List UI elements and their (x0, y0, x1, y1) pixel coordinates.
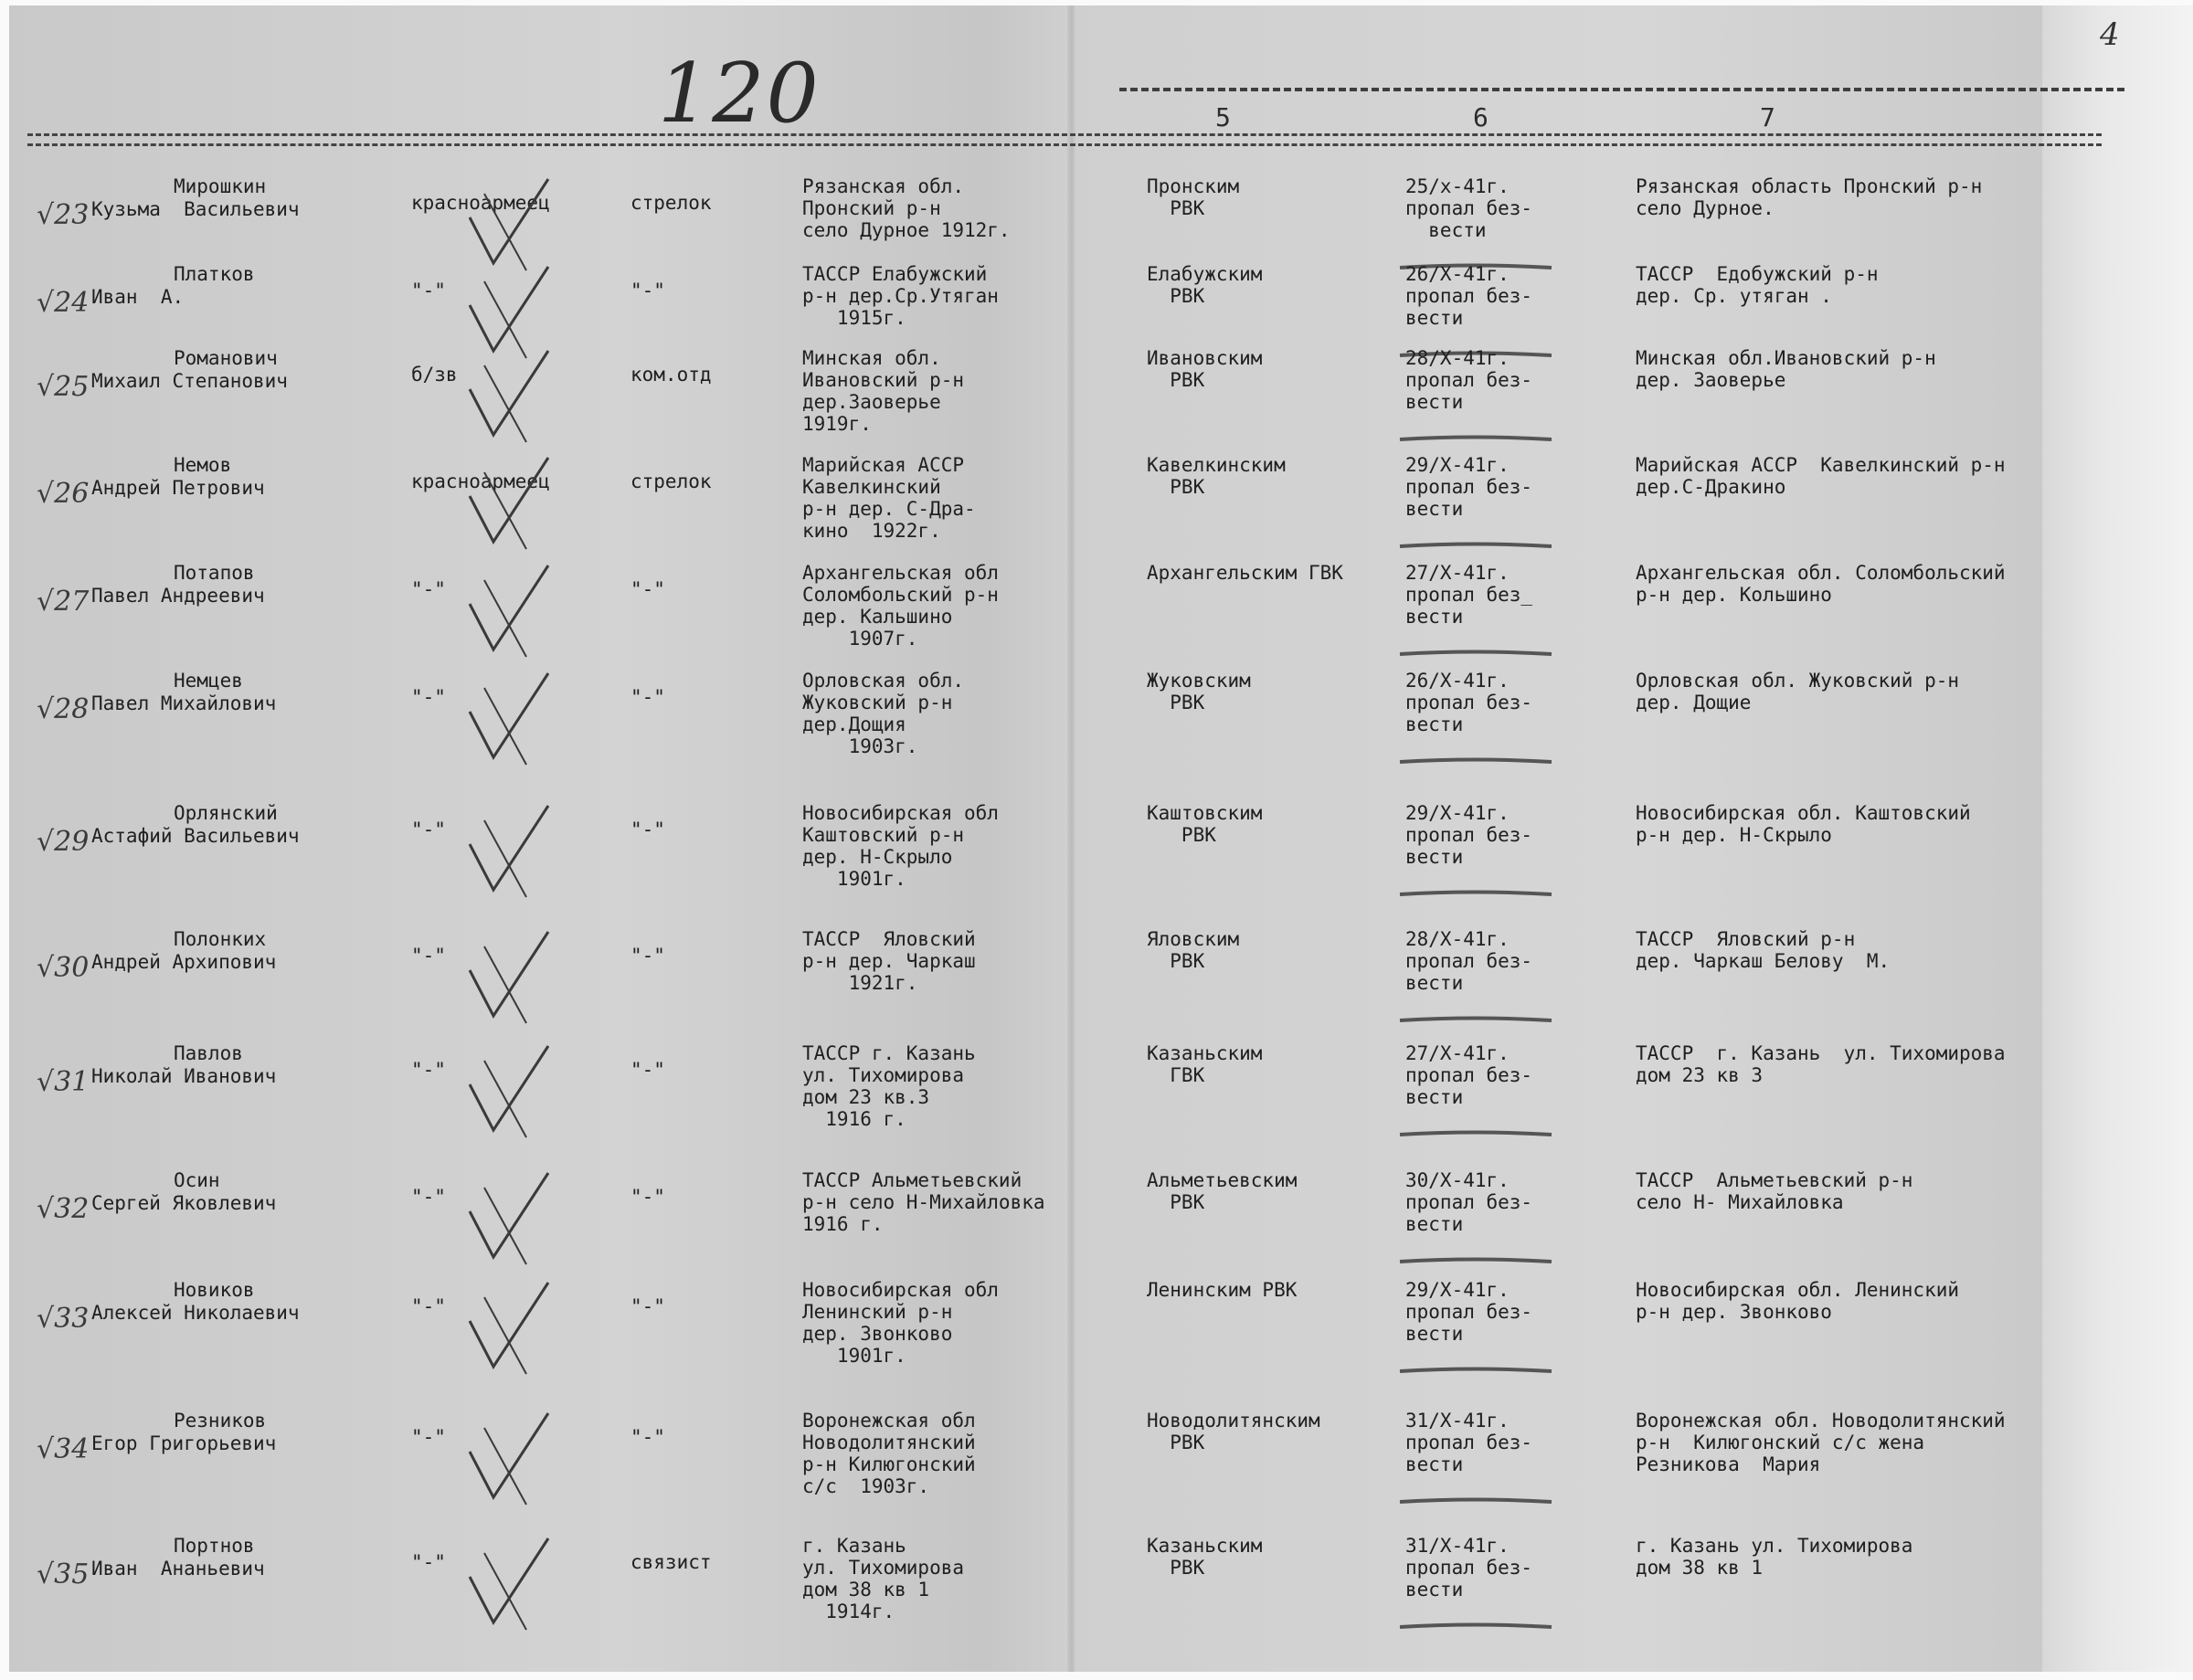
position: "-" (630, 1059, 665, 1081)
person-name (91, 175, 384, 221)
record-number: √32 (37, 1193, 90, 1225)
relative-address: Новосибирская обл. Ленинский р-н дер. Звонково (1636, 1279, 1960, 1323)
relative-address: ТАССР Яловский р-н дер. Чаркаш Белову М. (1636, 928, 1891, 972)
record-row (0, 670, 2193, 772)
underline-mark (1398, 1367, 1553, 1374)
relative-address: Минская обл.Ивановский р-н дер. Заоверье (1636, 347, 1936, 391)
record-row (0, 1535, 2193, 1637)
relative-address: Архангельская обл. Соломбольский р-н дер. Кольшино (1636, 562, 2006, 606)
given-names: Егор Григорьевич (91, 1432, 277, 1454)
header-rule (27, 133, 2102, 146)
header-dash-line (1119, 88, 2124, 91)
given-names: Сергей Яковлевич (91, 1192, 277, 1214)
check-mark-icon (457, 1169, 567, 1270)
status: 28/Х-41г. пропал без- вести (1405, 347, 1533, 413)
status: 30/Х-41г. пропал без- вести (1405, 1169, 1533, 1235)
given-names: Павел Михайлович (91, 692, 277, 714)
status: 26/Х-41г. пропал без- вести (1405, 670, 1533, 735)
birth-place: Воронежская обл Новодолитянский р-н Килюгонский с/с 1903г. (802, 1410, 976, 1497)
position: связист (630, 1551, 712, 1573)
underline-mark (1398, 757, 1553, 765)
record-number: √30 (37, 952, 90, 984)
underline-mark (1398, 542, 1553, 549)
draft-office: Кавелкинским РВК (1147, 454, 1286, 498)
relative-address: ТАССР Альметьевский р-н село Н- Михайловка (1636, 1169, 1913, 1213)
record-row (0, 562, 2193, 664)
check-mark-icon (457, 454, 567, 555)
given-names: Иван Ананьевич (91, 1558, 265, 1580)
surname: Потапов (174, 562, 255, 584)
check-mark-icon (457, 562, 567, 662)
draft-office: Ивановским РВК (1147, 347, 1263, 391)
birth-place: ТАССР Яловский р-н дер. Чаркаш 1921г. (802, 928, 976, 994)
position: "-" (630, 280, 665, 301)
relative-address: Новосибирская обл. Каштовский р-н дер. Н-Скрыло (1636, 802, 1971, 846)
position: стрелок (630, 470, 712, 492)
check-mark-icon (457, 1042, 567, 1143)
rank: красноармеец (411, 192, 550, 214)
record-row (0, 1169, 2193, 1272)
record-number: √23 (37, 199, 90, 231)
underline-mark (1398, 650, 1553, 657)
relative-address: Рязанская область Пронский р-н село Дурное. (1636, 175, 1983, 219)
draft-office: Новодолитянским РВК (1147, 1410, 1320, 1453)
record-row (0, 802, 2193, 904)
status: 26/Х-41г. пропал без- вести (1405, 263, 1533, 329)
draft-office: Ленинским РВК (1147, 1279, 1298, 1301)
given-names: Павел Андреевич (91, 585, 265, 607)
rank: "-" (411, 1186, 446, 1208)
corner-number: 4 (2100, 16, 2120, 53)
birth-place: ТАССР Альметьевский р-н село Н-Михайловка 1916 г. (802, 1169, 1045, 1235)
status: 27/Х-41г. пропал без- вести (1405, 1042, 1533, 1108)
person-name (91, 802, 384, 848)
draft-office: Каштовским РВК (1147, 802, 1263, 846)
draft-office: Яловским РВК (1147, 928, 1240, 972)
surname: Портнов (174, 1535, 255, 1557)
surname: Резников (174, 1410, 267, 1432)
given-names: Алексей Николаевич (91, 1302, 300, 1324)
record-number: √25 (37, 371, 90, 403)
underline-mark (1398, 1130, 1553, 1137)
column-number-5: 5 (1215, 102, 1231, 132)
record-row (0, 1279, 2193, 1381)
surname: Немцев (174, 670, 243, 692)
record-row (0, 454, 2193, 556)
position: стрелок (630, 192, 712, 214)
status: 31/Х-41г. пропал без- вести (1405, 1410, 1533, 1475)
underline-mark (1398, 1622, 1553, 1630)
given-names: Иван А. (91, 286, 185, 308)
position: "-" (630, 945, 665, 967)
position: "-" (630, 578, 665, 600)
check-mark-icon (457, 1410, 567, 1510)
check-mark-icon (457, 347, 567, 448)
surname: Осин (174, 1169, 220, 1191)
position: "-" (630, 686, 665, 708)
record-row (0, 347, 2193, 449)
record-number: √28 (37, 693, 90, 725)
rank: "-" (411, 686, 446, 708)
record-row (0, 928, 2193, 1030)
surname: Романович (174, 347, 278, 369)
rank: "-" (411, 1551, 446, 1573)
underline-mark (1398, 1257, 1553, 1264)
birth-place: Марийская АССР Кавелкинский р-н дер. С-Дра- кино 1922г. (802, 454, 976, 542)
status: 28/Х-41г. пропал без- вести (1405, 928, 1533, 994)
surname: Павлов (174, 1042, 243, 1064)
given-names: Андрей Архипович (91, 951, 277, 973)
record-number: √31 (37, 1066, 90, 1098)
person-name (91, 347, 384, 393)
status: 29/Х-41г. пропал без- вести (1405, 454, 1533, 520)
birth-place: ТАССР Елабужский р-н дер.Ср.Утяган 1915г. (802, 263, 999, 329)
underline-mark (1398, 1497, 1553, 1505)
rank: "-" (411, 280, 446, 301)
surname: Мирошкин (174, 175, 267, 197)
surname: Платков (174, 263, 255, 285)
birth-place: ТАССР г. Казань ул. Тихомирова дом 23 кв.3 1916 г. (802, 1042, 976, 1130)
birth-place: Новосибирская обл Каштовский р-н дер. Н-Скрыло 1901г. (802, 802, 999, 890)
person-name (91, 670, 384, 715)
rank: "-" (411, 945, 446, 967)
underline-mark (1398, 890, 1553, 897)
person-name (91, 1279, 384, 1325)
status: 29/Х-41г. пропал без- вести (1405, 1279, 1533, 1345)
relative-address: Орловская обл. Жуковский р-н дер. Дощие (1636, 670, 1960, 713)
draft-office: Казаньским РВК (1147, 1535, 1263, 1579)
rank: б/зв (411, 364, 458, 386)
relative-address: ТАССР г. Казань ул. Тихомирова дом 23 кв 3 (1636, 1042, 2006, 1086)
birth-place: г. Казань ул. Тихомирова дом 38 кв 1 1914г. (802, 1535, 965, 1622)
check-mark-icon (457, 1279, 567, 1379)
record-number: √26 (37, 478, 90, 510)
person-name (91, 1169, 384, 1215)
rank: "-" (411, 1059, 446, 1081)
column-number-6: 6 (1473, 102, 1488, 132)
given-names: Николай Иванович (91, 1065, 277, 1087)
position: "-" (630, 1186, 665, 1208)
rank: "-" (411, 819, 446, 840)
given-names: Андрей Петрович (91, 477, 265, 499)
birth-place: Орловская обл. Жуковский р-н дер.Дощия 1903г. (802, 670, 965, 757)
record-number: √27 (37, 586, 90, 618)
birth-place: Минская обл. Ивановский р-н дер.Заоверье 1919г. (802, 347, 965, 435)
check-mark-icon (457, 175, 567, 276)
draft-office: Пронским РВК (1147, 175, 1240, 219)
check-mark-icon (457, 1535, 567, 1635)
person-name (91, 1535, 384, 1580)
relative-address: ТАССР Едобужский р-н дер. Ср. утяган . (1636, 263, 1879, 307)
record-number: √34 (37, 1433, 90, 1465)
given-names: Михаил Степанович (91, 370, 288, 392)
check-mark-icon (457, 928, 567, 1029)
relative-address: Воронежская обл. Новодолитянский р-н Килюгонский с/с жена Резникова Мария (1636, 1410, 2006, 1475)
surname: Полонких (174, 928, 267, 950)
position: ком.отд (630, 364, 712, 386)
birth-place: Архангельская обл Соломбольский р-н дер. Кальшино 1907г. (802, 562, 999, 650)
given-names: Астафий Васильевич (91, 825, 300, 847)
sheet-number: 120 (658, 46, 821, 142)
check-mark-icon (457, 802, 567, 903)
record-number: √33 (37, 1303, 90, 1335)
status: 29/Х-41г. пропал без- вести (1405, 802, 1533, 868)
relative-address: г. Казань ул. Тихомирова дом 38 кв 1 (1636, 1535, 1913, 1579)
rank: "-" (411, 578, 446, 600)
person-name (91, 1042, 384, 1088)
surname: Орлянский (174, 802, 278, 824)
relative-address: Марийская АССР Кавелкинский р-н дер.С-Дракино (1636, 454, 2006, 498)
draft-office: Архангельским ГВК (1147, 562, 1343, 584)
record-row (0, 1042, 2193, 1145)
rank: красноармеец (411, 470, 550, 492)
person-name (91, 454, 384, 500)
birth-place: Новосибирская обл Ленинский р-н дер. Звонково 1901г. (802, 1279, 999, 1367)
given-names: Кузьма Васильевич (91, 198, 300, 220)
position: "-" (630, 1426, 665, 1448)
draft-office: Жуковским РВК (1147, 670, 1251, 713)
underline-mark (1398, 1016, 1553, 1023)
draft-office: Альметьевским РВК (1147, 1169, 1298, 1213)
person-name (91, 562, 384, 608)
person-name (91, 928, 384, 974)
status: 27/Х-41г. пропал без_ вести (1405, 562, 1533, 628)
draft-office: Казаньским ГВК (1147, 1042, 1263, 1086)
person-name (91, 263, 384, 309)
record-number: √29 (37, 826, 90, 858)
record-number: √24 (37, 287, 90, 319)
rank: "-" (411, 1295, 446, 1317)
column-number-7: 7 (1760, 102, 1775, 132)
record-number: √35 (37, 1558, 90, 1590)
position: "-" (630, 819, 665, 840)
rank: "-" (411, 1426, 446, 1448)
status: 25/х-41г. пропал без- вести (1405, 175, 1533, 241)
draft-office: Елабужским РВК (1147, 263, 1263, 307)
status: 31/Х-41г. пропал без- вести (1405, 1535, 1533, 1601)
position: "-" (630, 1295, 665, 1317)
record-row (0, 1410, 2193, 1512)
birth-place: Рязанская обл. Пронский р-н село Дурное 1912г. (802, 175, 1011, 241)
person-name (91, 1410, 384, 1455)
underline-mark (1398, 435, 1553, 442)
surname: Новиков (174, 1279, 255, 1301)
surname: Немов (174, 454, 232, 476)
check-mark-icon (457, 670, 567, 770)
